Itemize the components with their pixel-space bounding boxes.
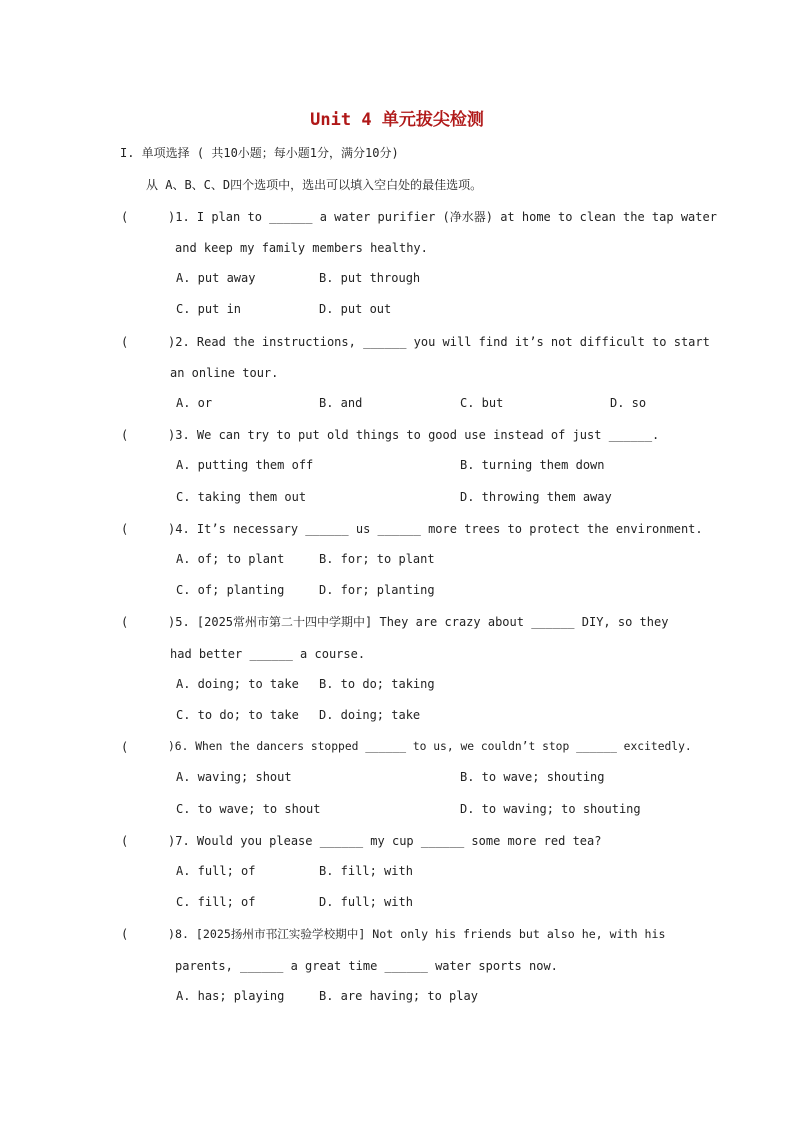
option-c: C. of; planting xyxy=(176,583,285,597)
option-b: B. for; to plant xyxy=(319,552,435,566)
answer-bracket: ( xyxy=(121,834,129,848)
option-c: C. taking them out xyxy=(176,490,307,504)
question-stem-cont: parents, ______ a great time ______ water sports now. xyxy=(175,959,558,973)
option-d: D. so xyxy=(610,396,647,410)
option-a: A. of; to plant xyxy=(176,552,285,566)
question-stem-cont: and keep my family members healthy. xyxy=(175,241,428,255)
option-b: B. to do; taking xyxy=(319,677,435,691)
page-title: Unit 4 单元拔尖检测 xyxy=(310,110,484,130)
question-stem: )2. Read the instructions, ______ you will find it’s not difficult to start xyxy=(168,335,710,349)
option-a: A. putting them off xyxy=(176,458,314,472)
answer-bracket: ( xyxy=(121,740,129,754)
option-d: D. throwing them away xyxy=(460,490,612,504)
option-a: A. put away xyxy=(176,271,256,285)
option-c: C. fill; of xyxy=(176,895,256,909)
question-stem-cont: had better ______ a course. xyxy=(170,647,366,661)
option-c: C. put in xyxy=(176,302,242,316)
answer-bracket: ( xyxy=(121,210,129,224)
option-b: B. put through xyxy=(319,271,421,285)
question-stem: )5. [2025常州市第二十四中学期中] They are crazy about ______ DIY, so they xyxy=(168,615,669,629)
option-a: A. doing; to take xyxy=(176,677,299,691)
option-a: A. waving; shout xyxy=(176,770,292,784)
answer-bracket: ( xyxy=(121,522,129,536)
question-stem-cont: an online tour. xyxy=(170,366,279,380)
option-b: B. to wave; shouting xyxy=(460,770,605,784)
answer-bracket: ( xyxy=(121,428,129,442)
section-heading: I. 单项选择 ( 共10小题；每小题1分，满分10分) xyxy=(120,146,399,160)
question-stem: )1. I plan to ______ a water purifier (净水器) at home to clean the tap water xyxy=(168,210,717,224)
answer-bracket: ( xyxy=(121,927,129,941)
option-a: A. or xyxy=(176,396,213,410)
option-c: C. to do; to take xyxy=(176,708,299,722)
option-b: B. and xyxy=(319,396,363,410)
answer-bracket: ( xyxy=(121,615,129,629)
option-d: D. to waving; to shouting xyxy=(460,802,641,816)
option-c: C. to wave; to shout xyxy=(176,802,321,816)
option-d: D. for; planting xyxy=(319,583,435,597)
question-stem: )3. We can try to put old things to good use instead of just ______. xyxy=(168,428,660,442)
option-a: A. full; of xyxy=(176,864,256,878)
section-instruction: 从 A、B、C、D四个选项中，选出可以填入空白处的最佳选项。 xyxy=(146,178,483,192)
option-a: A. has; playing xyxy=(176,989,285,1003)
option-d: D. put out xyxy=(319,302,392,316)
option-b: B. are having; to play xyxy=(319,989,478,1003)
question-stem: )6. When the dancers stopped ______ to us, we couldn’t stop ______ excitedly. xyxy=(168,740,692,753)
option-c: C. but xyxy=(460,396,504,410)
question-stem: )7. Would you please ______ my cup ______ some more red tea? xyxy=(168,834,602,848)
answer-bracket: ( xyxy=(121,335,129,349)
option-d: D. doing; take xyxy=(319,708,421,722)
question-stem: )8. [2025扬州市邗江实验学校期中] Not only his friends but also he, with his xyxy=(168,927,666,941)
option-b: B. fill; with xyxy=(319,864,413,878)
question-stem: )4. It’s necessary ______ us ______ more trees to protect the environment. xyxy=(168,522,703,536)
option-d: D. full; with xyxy=(319,895,413,909)
option-b: B. turning them down xyxy=(460,458,605,472)
